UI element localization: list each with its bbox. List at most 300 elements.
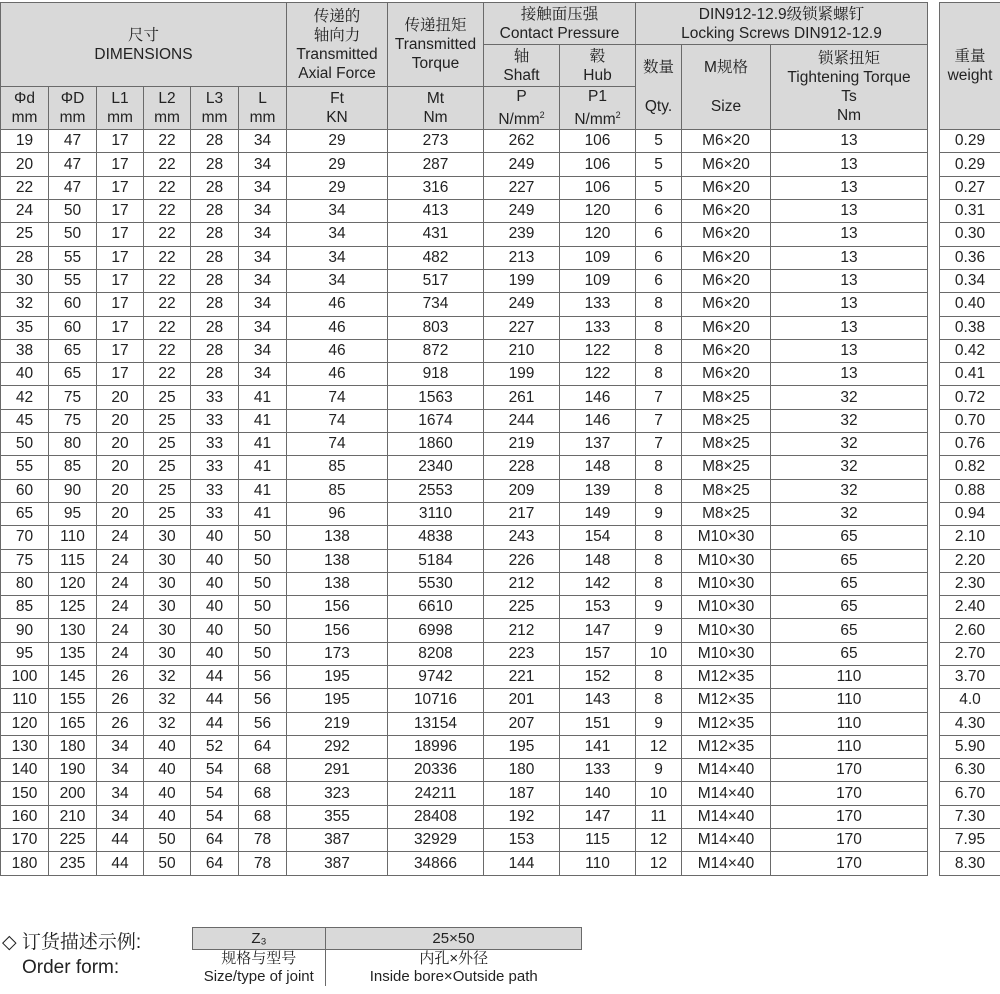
table-cell: 217 xyxy=(484,502,560,525)
table-cell: 120 xyxy=(1,712,49,735)
table-cell: 0.70 xyxy=(940,409,1000,432)
table-cell: 18996 xyxy=(388,735,484,758)
table-cell: 52 xyxy=(191,735,239,758)
table-cell: 110 xyxy=(771,689,928,712)
table-cell: 20 xyxy=(97,386,144,409)
table-cell: 9 xyxy=(636,712,682,735)
table-cell: 17 xyxy=(97,176,144,199)
table-cell: 22 xyxy=(1,176,49,199)
table-cell: 28 xyxy=(191,339,239,362)
table-cell: 40 xyxy=(144,805,191,828)
table-cell: 153 xyxy=(560,596,636,619)
table-cell: 25 xyxy=(144,456,191,479)
table-cell: M8×25 xyxy=(682,433,771,456)
col-L1: L1 mm xyxy=(97,87,144,130)
table-cell: 20 xyxy=(97,433,144,456)
table-cell: 17 xyxy=(97,316,144,339)
table-cell: 74 xyxy=(287,433,388,456)
column-gap xyxy=(928,619,940,642)
table-cell: 30 xyxy=(1,269,49,292)
table-cell: 34 xyxy=(287,246,388,269)
order-caption-type: 规格与型号 Size/type of joint xyxy=(203,950,314,985)
table-cell: 26 xyxy=(97,689,144,712)
table-cell: M10×30 xyxy=(682,642,771,665)
table-cell: 7 xyxy=(636,386,682,409)
table-cell: 22 xyxy=(144,363,191,386)
table-cell: 0.34 xyxy=(940,269,1000,292)
table-cell: 22 xyxy=(144,316,191,339)
table-cell: 50 xyxy=(144,829,191,852)
table-cell: 32 xyxy=(771,502,928,525)
table-cell: 22 xyxy=(144,293,191,316)
table-cell: 273 xyxy=(388,130,484,153)
table-row xyxy=(1,829,1000,852)
table-cell: 42 xyxy=(1,386,49,409)
order-caption-size: 内孔×外径 Inside bore×Outside path xyxy=(326,950,582,987)
table-cell: 64 xyxy=(191,852,239,875)
order-form-section xyxy=(0,918,1000,994)
table-cell: 75 xyxy=(1,549,49,572)
table-cell: 147 xyxy=(560,805,636,828)
table-cell: 26 xyxy=(97,665,144,688)
column-gap xyxy=(928,759,940,782)
table-cell: 239 xyxy=(484,223,560,246)
table-cell: 139 xyxy=(560,479,636,502)
order-example-table xyxy=(192,927,582,986)
table-cell: 34 xyxy=(239,153,287,176)
table-cell: 225 xyxy=(484,596,560,619)
table-cell: 195 xyxy=(484,735,560,758)
table-row xyxy=(1,153,1000,176)
table-cell: 65 xyxy=(771,526,928,549)
table-cell: 170 xyxy=(1,829,49,852)
table-cell: 226 xyxy=(484,549,560,572)
table-cell: 115 xyxy=(49,549,97,572)
table-cell: 54 xyxy=(191,782,239,805)
table-cell: 64 xyxy=(239,735,287,758)
table-cell: 155 xyxy=(49,689,97,712)
table-cell: 55 xyxy=(1,456,49,479)
table-cell: 19 xyxy=(1,130,49,153)
col-L2: L2 mm xyxy=(144,87,191,130)
table-cell: M6×20 xyxy=(682,153,771,176)
table-cell: 0.42 xyxy=(940,339,1000,362)
table-cell: 46 xyxy=(287,339,388,362)
table-cell: 1860 xyxy=(388,433,484,456)
table-cell: 7.95 xyxy=(940,829,1000,852)
table-cell: 44 xyxy=(191,712,239,735)
table-cell: 431 xyxy=(388,223,484,246)
table-cell: 30 xyxy=(144,619,191,642)
table-cell: 26 xyxy=(97,712,144,735)
table-cell: 122 xyxy=(560,339,636,362)
column-gap xyxy=(928,572,940,595)
table-cell: M10×30 xyxy=(682,526,771,549)
table-cell: 47 xyxy=(49,153,97,176)
table-row xyxy=(1,339,1000,362)
table-cell: 34 xyxy=(239,363,287,386)
table-cell: 9 xyxy=(636,759,682,782)
column-gap xyxy=(928,153,940,176)
column-gap xyxy=(928,689,940,712)
table-cell: 0.82 xyxy=(940,456,1000,479)
table-cell: 33 xyxy=(191,409,239,432)
size-header: M规格 Size xyxy=(682,45,771,130)
table-cell: 138 xyxy=(287,526,388,549)
table-cell: 148 xyxy=(560,456,636,479)
table-cell: 33 xyxy=(191,433,239,456)
tightening-torque-header: 锁紧扭矩 Tightening Torque Ts Nm xyxy=(771,45,928,130)
axial-force-header: 传递的 轴向力 Transmitted Axial Force xyxy=(287,3,388,87)
table-row xyxy=(1,223,1000,246)
torque-header: 传递扭矩 Transmitted Torque xyxy=(388,3,484,87)
table-cell: 68 xyxy=(239,805,287,828)
hub-header: 毂 Hub xyxy=(560,45,636,87)
table-cell: 144 xyxy=(484,852,560,875)
table-cell: 7 xyxy=(636,433,682,456)
table-cell: 387 xyxy=(287,852,388,875)
table-cell: 34 xyxy=(97,805,144,828)
table-cell: 2553 xyxy=(388,479,484,502)
table-cell: 22 xyxy=(144,223,191,246)
table-cell: 25 xyxy=(144,386,191,409)
table-cell: 24 xyxy=(97,619,144,642)
table-cell: 13 xyxy=(771,153,928,176)
table-cell: 170 xyxy=(771,852,928,875)
column-gap xyxy=(928,665,940,688)
table-cell: 34 xyxy=(287,200,388,223)
table-cell: 30 xyxy=(144,572,191,595)
table-cell: 137 xyxy=(560,433,636,456)
table-cell: 90 xyxy=(49,479,97,502)
table-cell: 54 xyxy=(191,759,239,782)
table-cell: 40 xyxy=(144,759,191,782)
table-row xyxy=(1,293,1000,316)
col-L: L mm xyxy=(239,87,287,130)
table-cell: 17 xyxy=(97,339,144,362)
table-cell: 212 xyxy=(484,619,560,642)
table-cell: 6610 xyxy=(388,596,484,619)
table-cell: 219 xyxy=(484,433,560,456)
table-cell: 41 xyxy=(239,479,287,502)
table-cell: 22 xyxy=(144,339,191,362)
table-cell: 28408 xyxy=(388,805,484,828)
table-cell: 47 xyxy=(49,176,97,199)
table-cell: 219 xyxy=(287,712,388,735)
table-cell: 20 xyxy=(1,153,49,176)
table-cell: 25 xyxy=(1,223,49,246)
table-cell: M8×25 xyxy=(682,386,771,409)
table-cell: 17 xyxy=(97,363,144,386)
table-cell: 173 xyxy=(287,642,388,665)
table-cell: 32 xyxy=(144,712,191,735)
table-cell: 40 xyxy=(191,596,239,619)
table-cell: 40 xyxy=(191,619,239,642)
table-cell: 8 xyxy=(636,526,682,549)
col-P1: P1 $N/mm^2$ xyxy=(560,87,636,130)
table-cell: 133 xyxy=(560,293,636,316)
table-cell: 0.36 xyxy=(940,246,1000,269)
table-cell: 146 xyxy=(560,409,636,432)
table-cell: 120 xyxy=(560,223,636,246)
table-cell: 13 xyxy=(771,130,928,153)
table-cell: 33 xyxy=(191,456,239,479)
table-cell: 24 xyxy=(97,526,144,549)
qty-header: 数量 Qty. xyxy=(636,45,682,130)
table-cell: 60 xyxy=(1,479,49,502)
table-cell: 85 xyxy=(287,456,388,479)
table-cell: 12 xyxy=(636,735,682,758)
table-cell: 24211 xyxy=(388,782,484,805)
table-cell: 78 xyxy=(239,829,287,852)
column-gap xyxy=(928,526,940,549)
table-cell: 25 xyxy=(144,479,191,502)
table-cell: M10×30 xyxy=(682,596,771,619)
table-cell: 95 xyxy=(49,502,97,525)
table-cell: 6 xyxy=(636,223,682,246)
table-cell: 287 xyxy=(388,153,484,176)
weight-header: 重量 weight xyxy=(940,3,1000,130)
table-cell: 140 xyxy=(1,759,49,782)
table-cell: 22 xyxy=(144,176,191,199)
column-gap xyxy=(928,829,940,852)
table-cell: 50 xyxy=(1,433,49,456)
table-cell: M10×30 xyxy=(682,549,771,572)
table-cell: 170 xyxy=(771,782,928,805)
table-cell: 32 xyxy=(144,689,191,712)
table-cell: 90 xyxy=(1,619,49,642)
table-cell: 65 xyxy=(771,619,928,642)
table-cell: M10×30 xyxy=(682,619,771,642)
table-cell: 199 xyxy=(484,363,560,386)
table-cell: 152 xyxy=(560,665,636,688)
table-cell: 192 xyxy=(484,805,560,828)
table-row xyxy=(1,642,1000,665)
table-cell: 65 xyxy=(771,572,928,595)
table-cell: 170 xyxy=(771,829,928,852)
table-cell: 17 xyxy=(97,200,144,223)
table-cell: 2.10 xyxy=(940,526,1000,549)
table-cell: 235 xyxy=(49,852,97,875)
table-cell: 41 xyxy=(239,456,287,479)
table-cell: 40 xyxy=(144,735,191,758)
table-row xyxy=(1,665,1000,688)
table-cell: 44 xyxy=(191,665,239,688)
table-cell: 227 xyxy=(484,176,560,199)
table-cell: 9742 xyxy=(388,665,484,688)
table-cell: M6×20 xyxy=(682,130,771,153)
table-cell: 143 xyxy=(560,689,636,712)
table-cell: 34 xyxy=(239,293,287,316)
table-cell: 413 xyxy=(388,200,484,223)
table-cell: 244 xyxy=(484,409,560,432)
table-cell: 2.60 xyxy=(940,619,1000,642)
column-gap xyxy=(928,316,940,339)
table-cell: 13 xyxy=(771,316,928,339)
table-cell: 4.30 xyxy=(940,712,1000,735)
table-row xyxy=(1,269,1000,292)
table-cell: 33 xyxy=(191,479,239,502)
table-cell: 106 xyxy=(560,130,636,153)
column-gap xyxy=(928,176,940,199)
column-gap xyxy=(928,456,940,479)
table-cell: 34 xyxy=(239,269,287,292)
table-cell: M6×20 xyxy=(682,176,771,199)
table-cell: 154 xyxy=(560,526,636,549)
table-cell: 130 xyxy=(1,735,49,758)
table-cell: 13 xyxy=(771,293,928,316)
table-cell: 22 xyxy=(144,153,191,176)
order-label-en: Order form: xyxy=(22,957,120,978)
table-cell: M14×40 xyxy=(682,759,771,782)
table-cell: 44 xyxy=(97,829,144,852)
table-row xyxy=(1,712,1000,735)
table-cell: 38 xyxy=(1,339,49,362)
table-row xyxy=(1,759,1000,782)
table-cell: 872 xyxy=(388,339,484,362)
table-cell: 249 xyxy=(484,293,560,316)
table-cell: 228 xyxy=(484,456,560,479)
table-cell: 221 xyxy=(484,665,560,688)
table-cell: 25 xyxy=(144,409,191,432)
table-cell: 17 xyxy=(97,246,144,269)
table-cell: 110 xyxy=(560,852,636,875)
table-row xyxy=(1,246,1000,269)
table-cell: 110 xyxy=(49,526,97,549)
table-cell: 32 xyxy=(771,433,928,456)
table-cell: M6×20 xyxy=(682,223,771,246)
table-cell: 33 xyxy=(191,502,239,525)
table-cell: M8×25 xyxy=(682,479,771,502)
table-cell: 100 xyxy=(1,665,49,688)
table-cell: 41 xyxy=(239,433,287,456)
table-cell: 8 xyxy=(636,665,682,688)
table-cell: 120 xyxy=(560,200,636,223)
table-cell: 2340 xyxy=(388,456,484,479)
table-cell: 187 xyxy=(484,782,560,805)
table-cell: 9 xyxy=(636,596,682,619)
table-cell: 17 xyxy=(97,153,144,176)
table-cell: 180 xyxy=(1,852,49,875)
table-cell: 170 xyxy=(771,759,928,782)
table-cell: 32 xyxy=(1,293,49,316)
table-cell: 22 xyxy=(144,130,191,153)
table-cell: M6×20 xyxy=(682,269,771,292)
col-d: Φd mm xyxy=(1,87,49,130)
table-cell: 13 xyxy=(771,246,928,269)
table-cell: 165 xyxy=(49,712,97,735)
table-cell: 78 xyxy=(239,852,287,875)
column-gap xyxy=(928,433,940,456)
table-row xyxy=(1,735,1000,758)
table-cell: 5.90 xyxy=(940,735,1000,758)
table-cell: 8 xyxy=(636,316,682,339)
table-cell: 109 xyxy=(560,246,636,269)
table-cell: 120 xyxy=(49,572,97,595)
table-cell: 32 xyxy=(771,479,928,502)
table-cell: 209 xyxy=(484,479,560,502)
table-cell: 0.29 xyxy=(940,153,1000,176)
table-cell: 50 xyxy=(49,200,97,223)
column-gap xyxy=(928,363,940,386)
table-cell: 44 xyxy=(191,689,239,712)
table-cell: 0.88 xyxy=(940,479,1000,502)
table-row xyxy=(1,572,1000,595)
table-cell: 28 xyxy=(1,246,49,269)
table-cell: 40 xyxy=(1,363,49,386)
table-cell: 6.30 xyxy=(940,759,1000,782)
table-cell: 387 xyxy=(287,829,388,852)
table-cell: 50 xyxy=(239,596,287,619)
table-cell: 195 xyxy=(287,689,388,712)
col-L3: L3 mm xyxy=(191,87,239,130)
table-cell: 50 xyxy=(239,619,287,642)
table-cell: 122 xyxy=(560,363,636,386)
order-example-size: 25×50 xyxy=(326,928,582,950)
table-row xyxy=(1,526,1000,549)
table-cell: 110 xyxy=(771,712,928,735)
table-cell: 138 xyxy=(287,549,388,572)
table-cell: 30 xyxy=(144,526,191,549)
table-cell: 24 xyxy=(97,549,144,572)
table-cell: 56 xyxy=(239,665,287,688)
table-cell: 24 xyxy=(97,572,144,595)
table-cell: 29 xyxy=(287,153,388,176)
table-cell: 30 xyxy=(144,642,191,665)
table-cell: 24 xyxy=(97,596,144,619)
table-cell: 5 xyxy=(636,153,682,176)
table-cell: 201 xyxy=(484,689,560,712)
table-cell: M6×20 xyxy=(682,293,771,316)
table-cell: 8 xyxy=(636,339,682,362)
table-cell: 148 xyxy=(560,549,636,572)
table-cell: 243 xyxy=(484,526,560,549)
table-cell: 75 xyxy=(49,386,97,409)
column-gap xyxy=(928,712,940,735)
table-cell: 28 xyxy=(191,316,239,339)
table-cell: 40 xyxy=(144,782,191,805)
table-cell: 0.30 xyxy=(940,223,1000,246)
table-cell: M6×20 xyxy=(682,246,771,269)
table-row xyxy=(1,596,1000,619)
table-cell: 292 xyxy=(287,735,388,758)
table-cell: 6 xyxy=(636,246,682,269)
table-cell: 80 xyxy=(1,572,49,595)
table-cell: 46 xyxy=(287,316,388,339)
table-cell: 34 xyxy=(239,316,287,339)
table-cell: 55 xyxy=(49,269,97,292)
table-cell: 157 xyxy=(560,642,636,665)
contact-pressure-header: 接触面压强 Contact Pressure xyxy=(484,3,636,45)
column-gap xyxy=(928,782,940,805)
shaft-header: 轴 Shaft xyxy=(484,45,560,87)
table-cell: M14×40 xyxy=(682,852,771,875)
table-cell: 28 xyxy=(191,269,239,292)
table-cell: M8×25 xyxy=(682,502,771,525)
table-cell: 12 xyxy=(636,829,682,852)
table-cell: 1563 xyxy=(388,386,484,409)
table-cell: 110 xyxy=(1,689,49,712)
table-cell: 22 xyxy=(144,269,191,292)
table-cell: 138 xyxy=(287,572,388,595)
table-cell: 106 xyxy=(560,153,636,176)
table-cell: 223 xyxy=(484,642,560,665)
table-row xyxy=(1,176,1000,199)
table-cell: 227 xyxy=(484,316,560,339)
table-cell: 28 xyxy=(191,246,239,269)
table-cell: 40 xyxy=(191,526,239,549)
table-cell: 0.41 xyxy=(940,363,1000,386)
